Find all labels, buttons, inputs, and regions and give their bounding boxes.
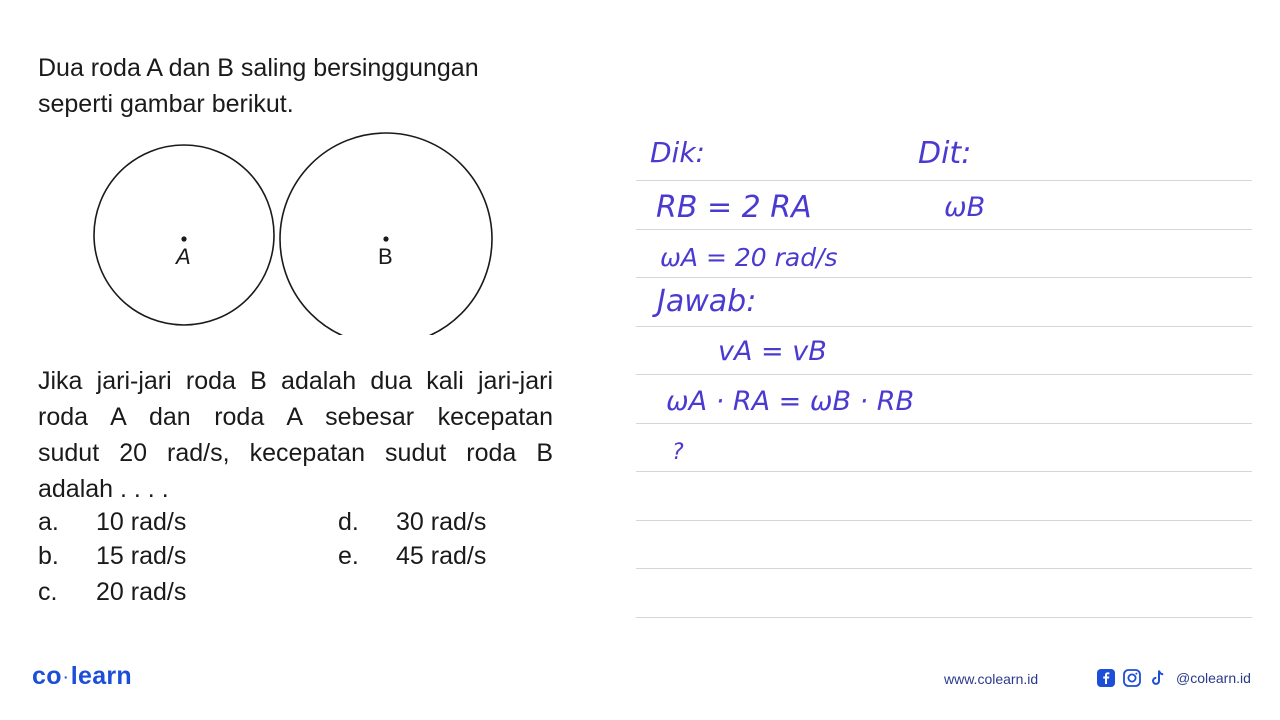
- facebook-icon[interactable]: [1096, 668, 1116, 688]
- ruled-line: [636, 229, 1252, 230]
- tiktok-icon[interactable]: [1148, 668, 1168, 688]
- logo-dot: ·: [63, 669, 69, 686]
- ruled-line: [636, 180, 1252, 181]
- social-links: [1096, 668, 1251, 688]
- ruled-line: [636, 374, 1252, 375]
- ruled-line: [636, 423, 1252, 424]
- ruled-line: [636, 568, 1252, 569]
- colearn-logo: co ·learn: [32, 662, 133, 690]
- option-a: a. 10 rad/s: [38, 508, 187, 536]
- question-body: [38, 363, 553, 507]
- note-dik: Dik:: [650, 136, 705, 169]
- question-intro: [38, 50, 558, 122]
- note-wa-eq: ωA = 20 rad/s: [660, 243, 838, 272]
- wheel-a-circle: [94, 145, 274, 325]
- question-body-line: Jika jari-jari roda B adalah dua kali jari-jari: [38, 367, 553, 395]
- note-dit: Dit:: [918, 136, 972, 171]
- ruled-line: [636, 326, 1252, 327]
- social-handle: @colearn.id: [1176, 670, 1251, 686]
- instagram-icon[interactable]: [1122, 668, 1142, 688]
- note-wr-eq: ωA · RA = ωB · RB: [666, 386, 915, 417]
- question-body-line: sudut 20 rad/s, kecepatan sudut roda B: [38, 439, 553, 467]
- note-jawab: Jawab:: [657, 284, 757, 319]
- option-c: c. 20 rad/s: [38, 578, 187, 606]
- option-b: b. 15 rad/s: [38, 542, 187, 570]
- label-b: B: [378, 244, 393, 269]
- note-wb: ωB: [944, 192, 986, 223]
- question-intro-line: seperti gambar berikut.: [38, 90, 294, 118]
- question-body-line: roda A dan roda A sebesar kecepatan: [38, 403, 553, 431]
- note-va-eq: vA = vB: [718, 336, 827, 367]
- note-mark: ?: [672, 440, 684, 465]
- ruled-line: [636, 471, 1252, 472]
- ruled-line: [636, 520, 1252, 521]
- question-body-line: adalah . . . .: [38, 475, 169, 503]
- wheel-b-circle: [280, 133, 492, 335]
- center-b-dot: [383, 236, 388, 241]
- option-e: e. 45 rad/s: [338, 542, 487, 570]
- option-d: d. 30 rad/s: [338, 508, 487, 536]
- center-a-dot: [181, 236, 186, 241]
- footer-url: www.colearn.id: [944, 671, 1039, 687]
- label-a: A: [176, 244, 191, 269]
- ruled-line: [636, 277, 1252, 278]
- ruled-line: [636, 617, 1252, 618]
- question-intro-line: Dua roda A dan B saling bersinggungan: [38, 54, 479, 82]
- tangent-wheels-figure: [90, 130, 500, 335]
- note-rb-eq: RB = 2 RA: [656, 190, 812, 225]
